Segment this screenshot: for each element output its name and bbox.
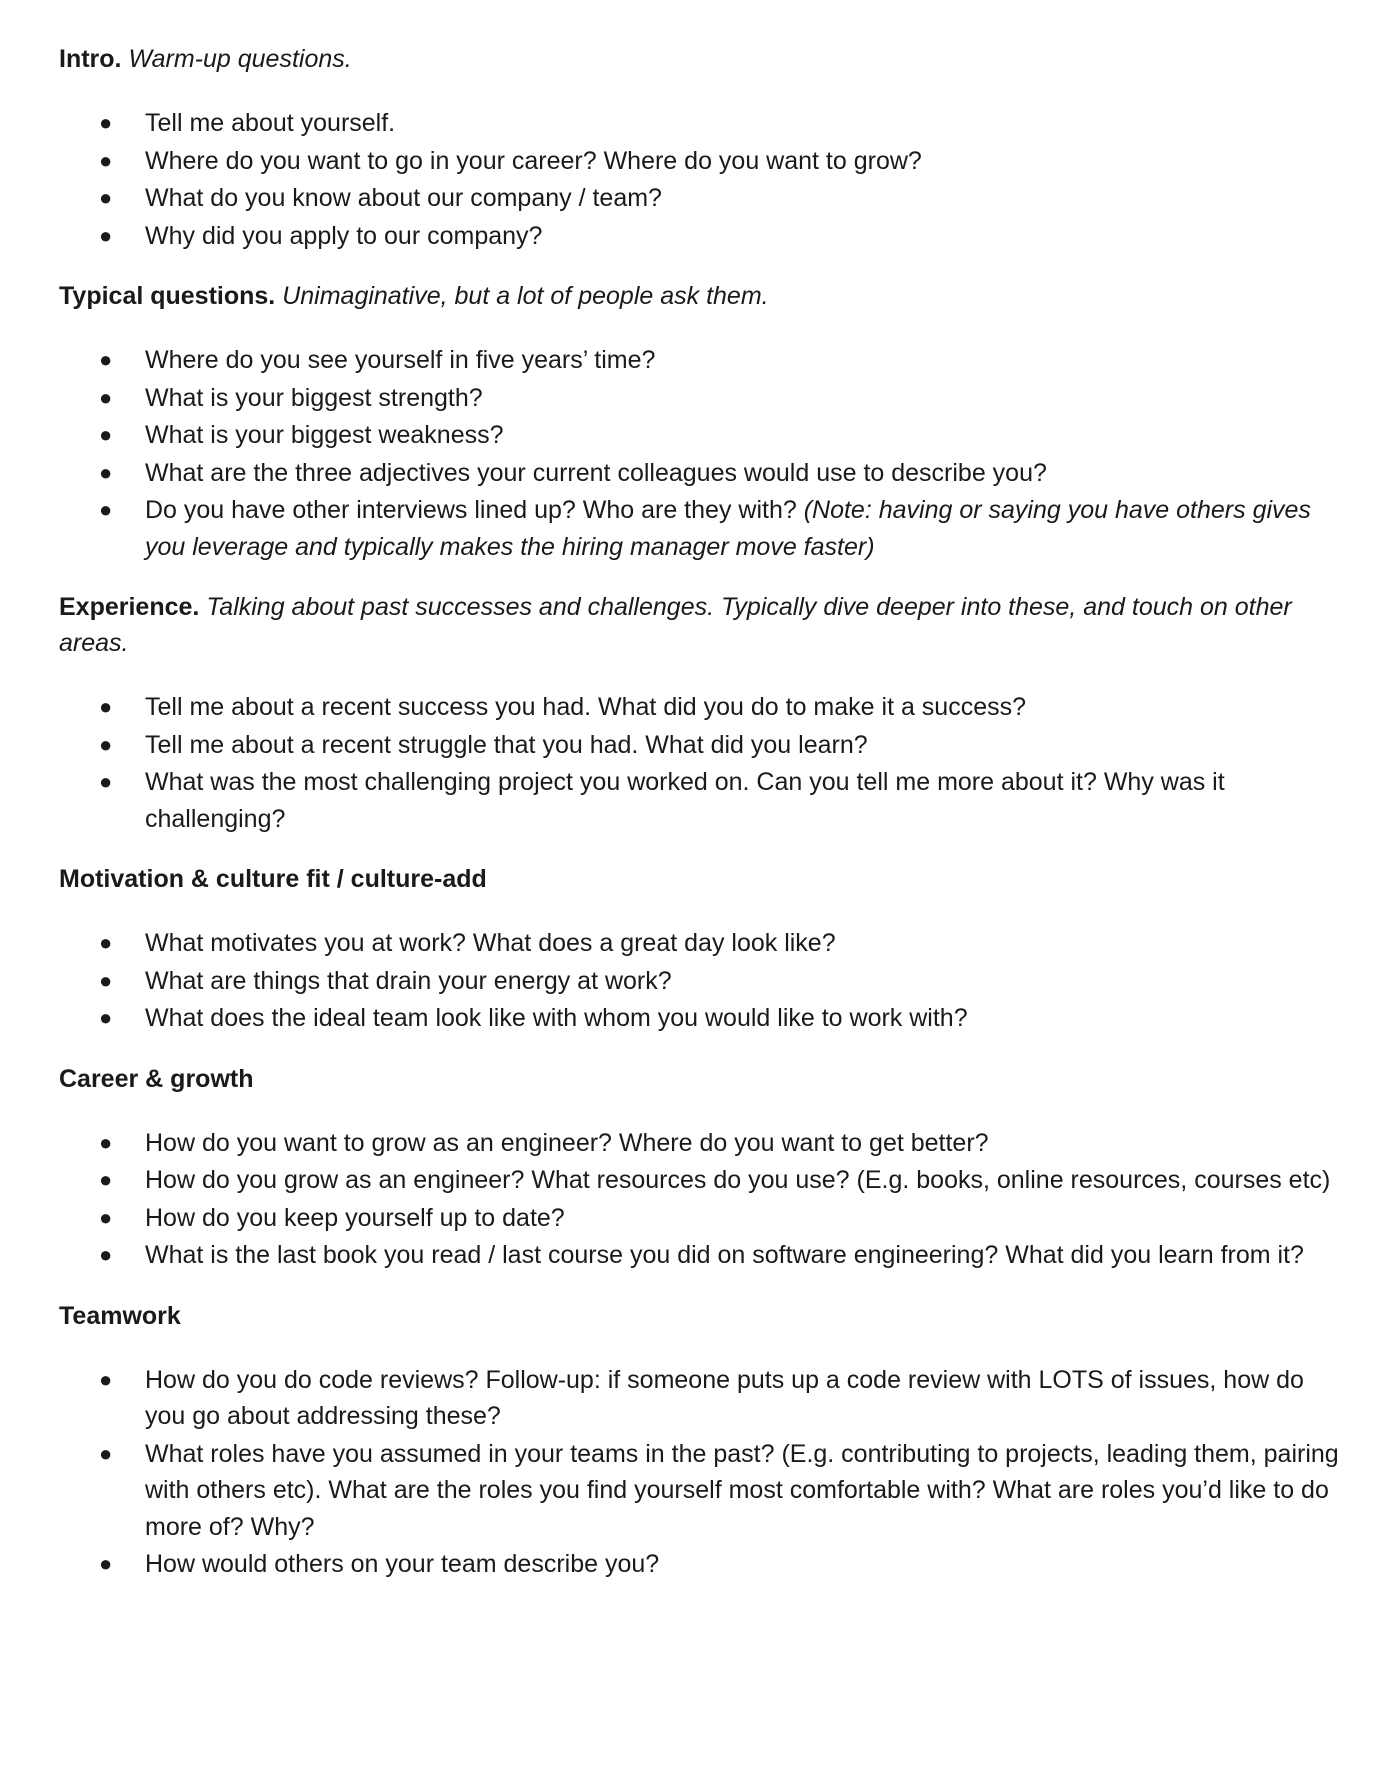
item-text: How would others on your team describe you? [145, 1550, 660, 1578]
question-list [59, 1125, 1349, 1274]
list-item [59, 1125, 1349, 1162]
bullet-icon: ● [99, 459, 113, 485]
question-list [59, 925, 1349, 1037]
bullet-icon: ● [99, 185, 113, 210]
question-list [59, 1362, 1349, 1583]
document-body [59, 41, 1349, 1607]
bullet-icon: ● [99, 147, 113, 173]
list-item [59, 342, 1349, 379]
bullet-icon: ● [99, 1551, 113, 1576]
item-note: (Note: having or saying you have others gives you leverage and typically makes the hiring manager move faster) [145, 496, 1311, 561]
bullet-icon: ● [99, 1129, 113, 1155]
bullet-icon: ● [99, 422, 113, 447]
item-text: How do you want to grow as an engineer? Where do you want to get better? [145, 1128, 989, 1157]
section-heading [59, 861, 1349, 897]
section-subtitle: Unimaginative, but a lot of people ask them. [282, 282, 769, 310]
bullet-icon: ● [99, 930, 113, 955]
item-text: What roles have you assumed in your teams in the past? (E.g. contributing to projects, leading them, pairing with others etc). What are the roles you find yourself most comfortable with? What are roles you’d like to do more of? Why? [145, 1439, 1339, 1541]
item-text: What is your biggest weakness? [145, 421, 504, 449]
bullet-icon: ● [99, 731, 113, 757]
section-title: Intro. [59, 45, 122, 73]
list-item [59, 689, 1349, 726]
question-list [59, 689, 1349, 837]
item-text: How do you do code reviews? Follow-up: if someone puts up a code review with LOTS of issues, how do you go about addressing these? [145, 1365, 1304, 1430]
list-item [59, 455, 1349, 492]
bullet-icon: ● [99, 694, 113, 719]
list-item [59, 143, 1349, 180]
bullet-icon: ● [99, 497, 113, 522]
list-item [59, 1237, 1349, 1274]
bullet-icon: ● [99, 384, 113, 410]
section-title: Motivation & culture fit / culture-add [59, 865, 487, 893]
list-item [59, 218, 1349, 255]
item-text: What motivates you at work? What does a great day look like? [145, 929, 836, 957]
list-item [59, 1436, 1349, 1546]
section-heading [59, 41, 1349, 77]
section-motivation [59, 861, 1349, 1037]
list-item [59, 1000, 1349, 1037]
item-text: What are the three adjectives your current colleagues would use to describe you? [145, 458, 1047, 487]
item-text: Where do you see yourself in five years’ time? [145, 346, 656, 374]
item-text: Tell me about a recent struggle that you had. What did you learn? [145, 730, 868, 759]
list-item [59, 925, 1349, 962]
section-heading [59, 1061, 1349, 1097]
list-item [59, 963, 1349, 1000]
item-text: What was the most challenging project you worked on. Can you tell me more about it? Why was it challenging? [145, 768, 1225, 833]
bullet-icon: ● [99, 1005, 113, 1030]
bullet-icon: ● [99, 967, 113, 993]
bullet-icon: ● [99, 769, 113, 794]
item-text: What does the ideal team look like with whom you would like to work with? [145, 1004, 968, 1032]
section-title: Career & growth [59, 1064, 254, 1093]
bullet-icon: ● [99, 347, 113, 372]
item-text: What is your biggest strength? [145, 383, 483, 412]
list-item [59, 727, 1349, 764]
list-item [59, 417, 1349, 454]
section-heading [59, 1298, 1349, 1334]
section-title: Teamwork [59, 1301, 181, 1330]
section-intro [59, 41, 1349, 254]
question-list [59, 105, 1349, 254]
bullet-icon: ● [99, 1242, 113, 1267]
list-item [59, 180, 1349, 217]
list-item [59, 1162, 1349, 1199]
item-text: What are things that drain your energy at work? [145, 966, 672, 995]
list-item [59, 1362, 1349, 1435]
section-subtitle: Talking about past successes and challenges. Typically dive deeper into these, and touch on other areas. [59, 593, 1292, 657]
item-text: Where do you want to go in your career? Where do you want to grow? [145, 146, 922, 175]
section-typical-questions [59, 278, 1349, 565]
list-item [59, 1546, 1349, 1583]
list-item [59, 105, 1349, 142]
item-text: What is the last book you read / last course you did on software engineering? What did you learn from it? [145, 1241, 1304, 1269]
bullet-icon: ● [99, 1204, 113, 1230]
bullet-icon: ● [99, 1167, 113, 1192]
section-title: Typical questions. [59, 282, 276, 310]
section-teamwork [59, 1298, 1349, 1583]
section-career-growth [59, 1061, 1349, 1274]
section-title: Experience. [59, 593, 200, 621]
list-item [59, 1200, 1349, 1237]
list-item [59, 380, 1349, 417]
list-item [59, 492, 1349, 565]
question-list [59, 342, 1349, 565]
bullet-icon: ● [99, 222, 113, 248]
list-item [59, 764, 1349, 837]
item-text: Tell me about a recent success you had. What did you do to make it a success? [145, 693, 1027, 721]
section-experience [59, 589, 1349, 837]
bullet-icon: ● [99, 1440, 113, 1466]
section-heading [59, 278, 1349, 314]
item-text: How do you grow as an engineer? What resources do you use? (E.g. books, online resources, courses etc) [145, 1166, 1331, 1194]
item-text: How do you keep yourself up to date? [145, 1203, 565, 1232]
bullet-icon: ● [99, 110, 113, 135]
item-text: Why did you apply to our company? [145, 221, 543, 250]
item-text: Tell me about yourself. [145, 109, 396, 137]
bullet-icon: ● [99, 1366, 113, 1392]
section-heading [59, 589, 1349, 661]
section-subtitle: Warm-up questions. [128, 45, 352, 73]
item-text: What do you know about our company / team? [145, 184, 662, 212]
item-text: Do you have other interviews lined up? Who are they with? [145, 496, 797, 524]
